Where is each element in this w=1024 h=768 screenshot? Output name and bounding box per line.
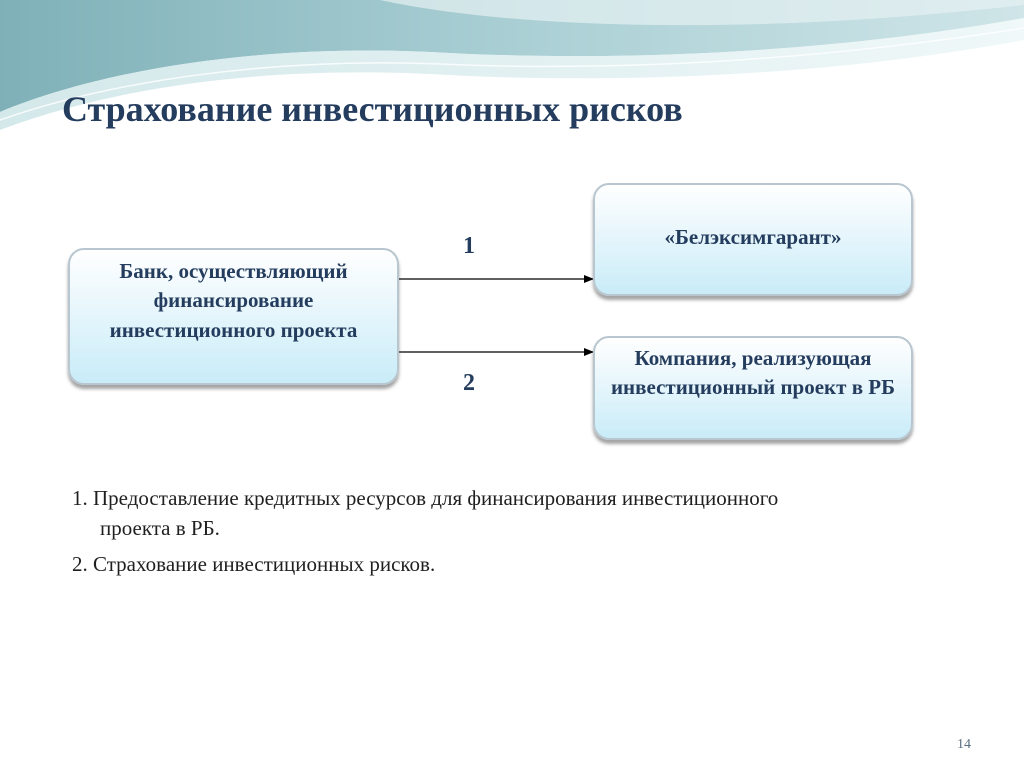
company-box: Компания, реализующая инвестиционный проект в РБ xyxy=(593,336,913,440)
note-item: 1. Предоставление кредитных ресурсов для финансирования инвестиционного проекта в РБ. xyxy=(72,486,779,540)
notes-list xyxy=(72,483,832,585)
belexim-box: «Белэксимгарант» xyxy=(593,183,913,296)
slide-title: Страхование инвестиционных рисков xyxy=(62,89,683,129)
page-number: 14 xyxy=(957,737,971,752)
arrow-1-label: 1 xyxy=(463,233,475,259)
note-item: 2. Страхование инвестиционных рисков. xyxy=(72,552,436,576)
bank-box: Банк, осуществляющий финансирование инвестиционного проекта xyxy=(68,248,399,385)
arrow-2-label: 2 xyxy=(463,370,475,396)
